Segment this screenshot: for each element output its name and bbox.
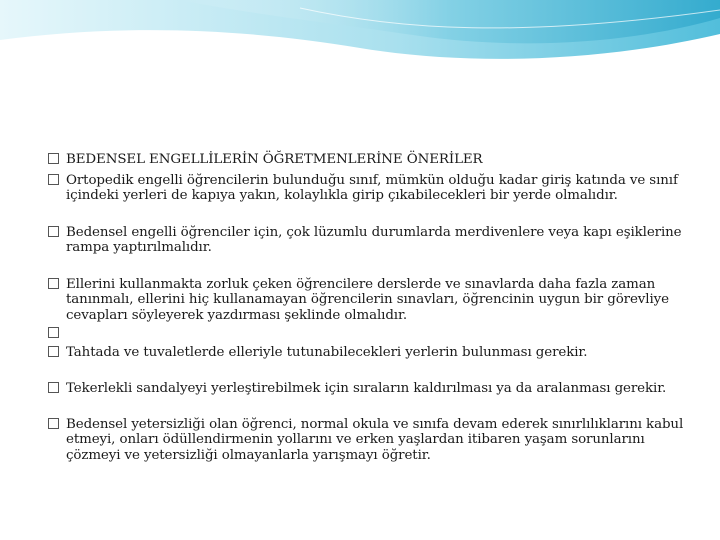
bullet-item bbox=[48, 173, 688, 204]
bullet-box-icon bbox=[48, 346, 59, 357]
slide-content bbox=[48, 152, 688, 463]
bullet-item bbox=[48, 277, 688, 324]
bullet-item bbox=[48, 345, 688, 361]
bullet-text: Tahtada ve tuvaletlerde elleriyle tutunabilecekleri yerlerin bulunması gerekir. bbox=[66, 344, 588, 360]
bullet-box-icon bbox=[48, 174, 59, 185]
bullet-item bbox=[48, 381, 688, 397]
bullet-box-icon bbox=[48, 327, 59, 338]
bullet-text: Ortopedik engelli öğrencilerin bulunduğu sınıf, mümkün olduğu kadar giriş katında ve sınıf içindeki yerleri de kapıya yakın, kolaylıkla girip çıkabilecekleri bir yerde olmalıdır. bbox=[66, 172, 678, 203]
bullet-item bbox=[48, 417, 688, 464]
bullet-box-icon bbox=[48, 153, 59, 164]
bullet-heading bbox=[48, 152, 688, 168]
bullet-text: Bedensel yetersizliği olan öğrenci, normal okula ve sınıfa devam ederek sınırlılıklarını kabul etmeyi, onları ödüllendirmenin yollarını ve erken yaşlardan itibaren yaşam sorunlarını çözmeyi ve yetersizliği olmayanlarla yarışmayı öğretir. bbox=[66, 416, 684, 463]
bullet-box-icon bbox=[48, 382, 59, 393]
bullet-text: BEDENSEL ENGELLİLERİN ÖĞRETMENLERİNE ÖNERİLER bbox=[66, 152, 483, 167]
bullet-box-icon bbox=[48, 278, 59, 289]
decorative-wave-banner bbox=[0, 0, 720, 80]
bullet-text: Tekerlekli sandalyeyi yerleştirebilmek için sıraların kaldırılması ya da aralanması gerekir. bbox=[66, 381, 667, 396]
bullet-text: Bedensel engelli öğrenciler için, çok lüzumlu durumlarda merdivenlere veya kapı eşiklerine rampa yaptırılmalıdır. bbox=[66, 224, 682, 255]
bullet-item bbox=[48, 225, 688, 256]
bullet-text: Ellerini kullanmakta zorluk çeken öğrencilere derslerde ve sınavlarda daha fazla zaman tanınmalı, ellerini hiç kullanamayan öğrencilerin sınavları, öğrencinin uygun bir görevliye cevapları söyleyerek yazdırması şeklinde olmalıdır. bbox=[66, 276, 669, 323]
bullet-box-icon bbox=[48, 226, 59, 237]
bullet-item-empty bbox=[48, 326, 688, 342]
bullet-box-icon bbox=[48, 418, 59, 429]
